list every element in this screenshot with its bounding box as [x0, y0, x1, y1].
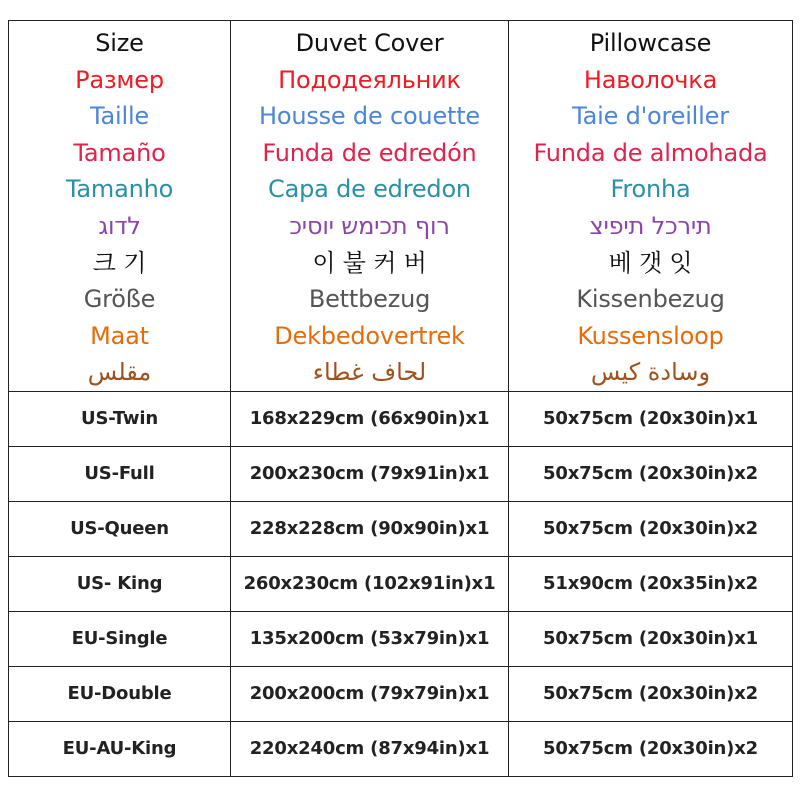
- size-cell: US-Full: [9, 446, 231, 501]
- size-label-pt: Tamanho: [65, 175, 174, 204]
- size-header-cell: [9, 21, 231, 392]
- header-row: [9, 21, 793, 392]
- pillow-label-de: Kissenbezug: [576, 285, 725, 314]
- size-label-en: Size: [95, 29, 144, 57]
- pillow-header-cell: [509, 21, 793, 392]
- size-label-ar: مقلس: [87, 358, 152, 387]
- size-cell: US-Twin: [9, 391, 231, 446]
- duvet-label-en: Duvet Cover: [295, 29, 444, 57]
- pillow-size-cell: 50x75cm (20x30in)x1: [509, 391, 793, 446]
- pillow-label-pt: Fronha: [610, 175, 691, 204]
- pillow-size-cell: 51x90cm (20x35in)x2: [509, 556, 793, 611]
- size-cell: EU-Double: [9, 666, 231, 721]
- pillow-label-en: Pillowcase: [589, 29, 712, 57]
- duvet-label-pt: Capa de edredon: [268, 175, 471, 204]
- table-row: [9, 721, 793, 776]
- table-row: [9, 446, 793, 501]
- duvet-label-fr: Housse de couette: [258, 102, 480, 131]
- pillow-size-cell: 50x75cm (20x30in)x2: [509, 446, 793, 501]
- duvet-label-ar: لحاف غطاء: [312, 358, 427, 387]
- pillow-label-es: Funda de almohada: [533, 138, 768, 167]
- pillow-size-cell: 50x75cm (20x30in)x2: [509, 666, 793, 721]
- pillow-size-cell: 50x75cm (20x30in)x2: [509, 721, 793, 776]
- table-row: [9, 501, 793, 556]
- table-row: [9, 556, 793, 611]
- duvet-header-cell: [231, 21, 509, 392]
- size-label-de: Größe: [83, 285, 156, 314]
- size-label-fr: Taille: [90, 102, 149, 131]
- duvet-size-cell: 200x230cm (79x91in)x1: [231, 446, 509, 501]
- duvet-size-cell: 200x200cm (79x79in)x1: [231, 666, 509, 721]
- duvet-size-cell: 220x240cm (87x94in)x1: [231, 721, 509, 776]
- size-label-ru: Размер: [75, 65, 164, 94]
- pillow-size-cell: 50x75cm (20x30in)x2: [509, 501, 793, 556]
- size-label-es: Tamaño: [73, 138, 166, 167]
- duvet-label-de: Bettbezug: [308, 285, 431, 314]
- size-cell: US- King: [9, 556, 231, 611]
- duvet-label-ko: 이 불 커 버: [312, 248, 427, 277]
- size-label-ko: 크 기: [92, 248, 147, 277]
- pillow-label-fr: Taie d'oreiller: [572, 102, 729, 131]
- pillow-label-he: תירכל תיפיצ: [589, 211, 712, 240]
- duvet-label-nl: Dekbedovertrek: [274, 321, 465, 350]
- duvet-size-cell: 168x229cm (66x90in)x1: [231, 391, 509, 446]
- table-row: [9, 391, 793, 446]
- size-cell: EU-Single: [9, 611, 231, 666]
- duvet-size-cell: 228x228cm (90x90in)x1: [231, 501, 509, 556]
- size-chart-table: [8, 20, 793, 777]
- size-cell: US-Queen: [9, 501, 231, 556]
- table-row: [9, 611, 793, 666]
- pillow-size-cell: 50x75cm (20x30in)x1: [509, 611, 793, 666]
- duvet-label-es: Funda de edredón: [262, 138, 477, 167]
- size-label-nl: Maat: [90, 321, 149, 350]
- duvet-label-ru: Пододеяльник: [278, 65, 461, 94]
- duvet-size-cell: 260x230cm (102x91in)x1: [231, 556, 509, 611]
- pillow-label-nl: Kussensloop: [577, 321, 724, 350]
- pillow-label-ar: وسادة كيس: [590, 358, 711, 387]
- duvet-size-cell: 135x200cm (53x79in)x1: [231, 611, 509, 666]
- table-row: [9, 666, 793, 721]
- size-cell: EU-AU-King: [9, 721, 231, 776]
- size-label-he: לדוג: [98, 211, 141, 240]
- duvet-label-he: רוף תכימש יוסיכ: [289, 211, 450, 240]
- pillow-label-ru: Наволочка: [583, 65, 718, 94]
- pillow-label-ko: 베 갯 잇: [608, 248, 693, 277]
